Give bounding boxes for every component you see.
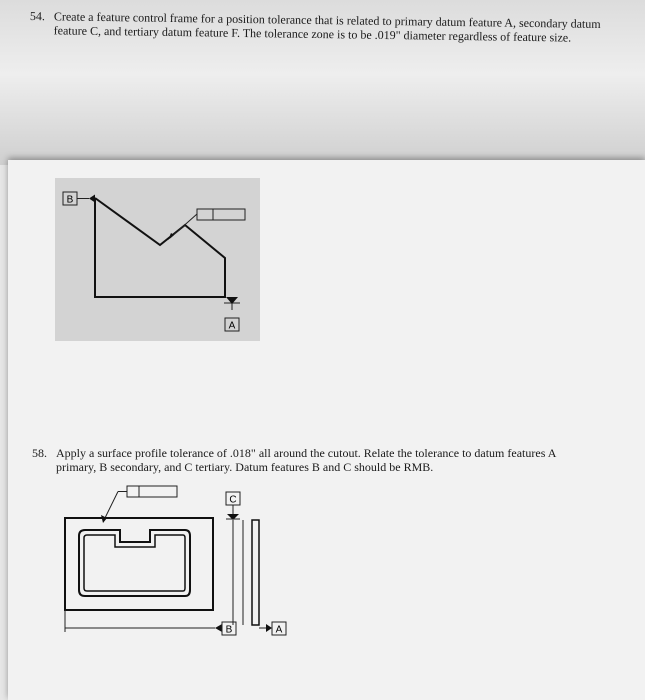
figure-1 [55,178,260,341]
figure-1-background [55,178,260,341]
figure-2 [65,486,286,636]
problem-58-number: 58. [32,446,47,460]
cutout-outline [79,530,190,596]
problem-54-text: Create a feature control frame for a position tolerance that is related to primary datum feature A, secondary datum feature C, and tertiary datum feature F. The tolerance zone is to be .019" diameter regardless of feature size. [53,9,601,45]
datum-a-letter: A [228,320,236,332]
problem-54-number: 54. [29,9,46,24]
side-view-part [252,520,259,625]
datum-c-letter: C [229,494,237,506]
cutout-inner-outline [84,535,185,591]
profile-frame [127,486,177,497]
problem-58-text: Apply a surface profile tolerance of .018" all around the cutout. Relate the tolerance to datum features A primary, B secondary, and C tertiary. Datum features B and C should be RMB. [56,446,556,474]
profile-leader-diag [104,492,118,521]
datum-b-arrow [215,624,222,632]
datum-a-letter: A [275,624,283,636]
datum-b-letter: B [66,194,74,206]
datum-a-arrow [266,624,272,632]
datum-b-letter: B [225,624,233,636]
